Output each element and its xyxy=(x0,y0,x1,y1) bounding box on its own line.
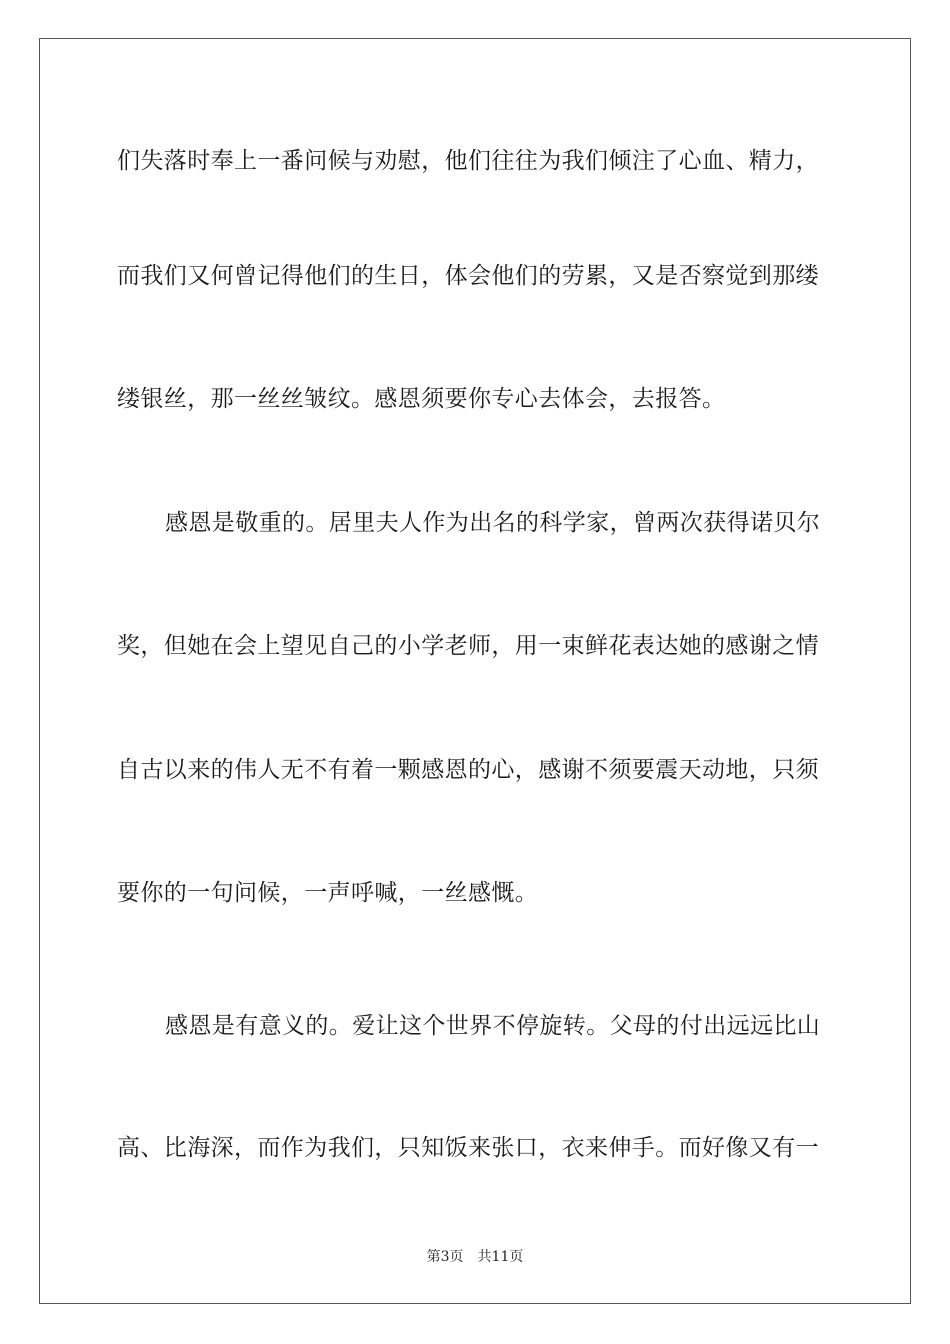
text-line-3: 缕银丝，那一丝丝皱纹。感恩须要你专心去体会，去报答。 xyxy=(117,386,726,412)
page-number: 第3页 xyxy=(426,1249,464,1265)
page-frame xyxy=(39,38,911,1304)
text-line-7: 要你的一句问候，一声呼喊，一丝感慨。 xyxy=(117,880,539,906)
text-line-1: 们失落时奉上一番问候与劝慰，他们往往为我们倾注了心血、精力， xyxy=(117,148,819,174)
text-line-2: 而我们又何曾记得他们的生日，体会他们的劳累，又是否察觉到那缕 xyxy=(117,263,819,289)
text-line-5: 奖，但她在会上望见自己的小学老师，用一束鲜花表达她的感谢之情 xyxy=(117,633,819,659)
text-line-4: 感恩是敬重的。居里夫人作为出名的科学家，曾两次获得诺贝尔 xyxy=(165,510,821,536)
text-line-8: 感恩是有意义的。爱让这个世界不停旋转。父母的付出远远比山 xyxy=(165,1013,821,1039)
page-footer xyxy=(0,1248,950,1266)
text-line-6: 自古以来的伟人无不有着一颗感恩的心，感谢不须要震天动地，只须 xyxy=(117,757,819,783)
text-line-9: 高、比海深，而作为我们，只知饭来张口，衣来伸手。而好像又有一 xyxy=(117,1135,819,1161)
page-total: 共11页 xyxy=(477,1249,524,1265)
